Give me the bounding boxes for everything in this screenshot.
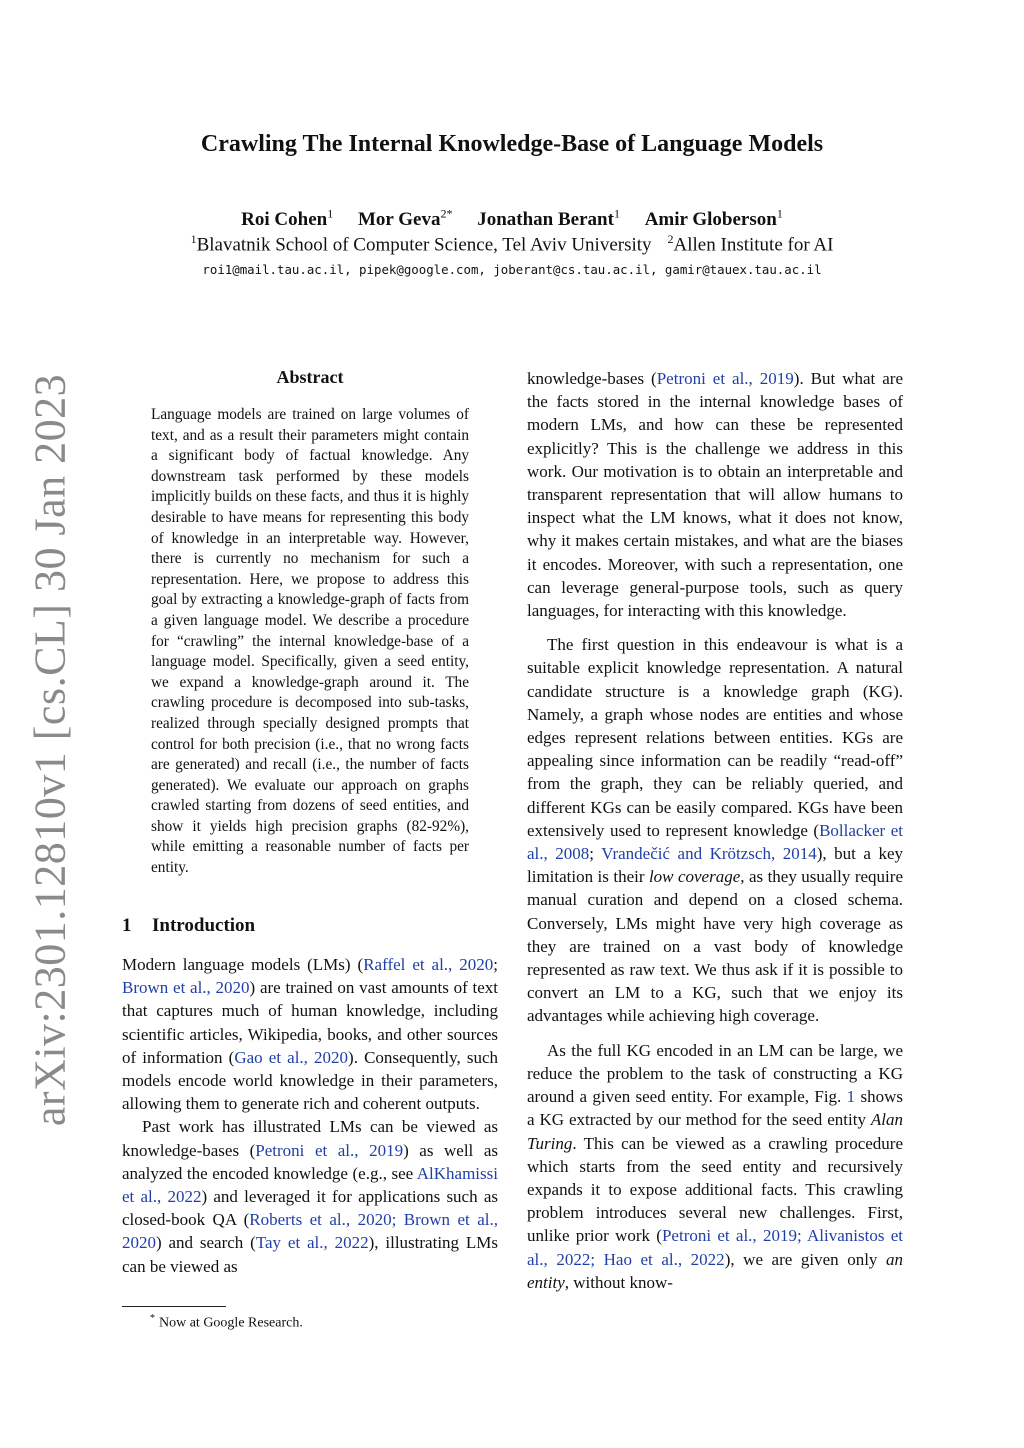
author-list: [0, 207, 1024, 231]
abstract-heading: Abstract: [276, 367, 344, 387]
citation-link[interactable]: Petroni et al., 2019; Alivanistos et al., 2022; Hao et al., 2022: [527, 1226, 903, 1269]
citation-link[interactable]: Bollacker et al., 2008: [527, 820, 903, 864]
citation-link[interactable]: Tay et al., 2022: [255, 1233, 369, 1253]
abstract-text: Language models are trained on large volumes of text, and as a result their parameters might contain a significant body of factual knowledge. Any downstream task performed by these models implicitly builds on these facts, and thus it is highly desirable to have means for representing this body of knowledge in an interpretable way. However, there is currently no mechanism for such a representation. Here, we propose to address this goal by extracting a knowledge-graph of facts from a given language model. We describe a procedure for “crawling” the internal knowledge-base of a language model. Specifically, given a seed entity, we expand a knowledge-graph around it. The crawling procedure is decomposed into sub-tasks, realized through specially designed prompts that control for both precision (i.e., that no wrong facts are generated) and recall (i.e., the number of facts generated). We evaluate our approach on graphs crawled starting from dozens of seed entities, and show it yields high precision graphs (82-92%), while emitting a reasonable number of facts per entity.: [151, 406, 469, 877]
citation-link[interactable]: Petroni et al., 2019: [255, 1140, 404, 1160]
author-name: Jonathan Berant$^1$: [477, 207, 620, 231]
footnote-divider: [122, 1306, 226, 1307]
right-column: [527, 367, 903, 1294]
figure-link[interactable]: 1: [846, 1087, 856, 1107]
author-emails: roi1@mail.tau.ac.il, pipek@google.com, joberant@cs.tau.ac.il, gamir@tauex.tau.ac.il: [202, 262, 822, 277]
citation-link[interactable]: Roberts et al., 2020; Brown et al., 2020: [122, 1210, 498, 1253]
citation-link[interactable]: Brown et al., 2020: [122, 978, 250, 998]
author-name: Roi Cohen$^1$: [241, 207, 334, 231]
citation-link[interactable]: Petroni et al., 2019: [656, 369, 794, 388]
affiliation: Blavatnik School of Computer Science, Tel Aviv University: [196, 234, 652, 256]
arxiv-identifier: arXiv:2301.12810v1 [cs.CL] 30 Jan 2023: [25, 373, 75, 1127]
author-name: Mor Geva$^{2*}$: [357, 207, 453, 231]
paragraph: Past work has illustrated LMs can be viewed as knowledge-bases (Petroni et al., 2019) as well as analyzed the encoded knowledge (e.g., see AlKhamissi et al., 2022) and leveraged it for applications such as closed-book QA (Roberts et al., 2020; Brown et al., 2020) and search (Tay et al., 2022), illustrating LMs can be viewed as: [122, 1117, 498, 1276]
citation-link[interactable]: Vrandečić and Krötzsch, 2014: [601, 844, 817, 864]
section-heading: 1 Introduction: [122, 915, 256, 936]
paper-title: Crawling The Internal Knowledge-Base of Language Models: [200, 131, 824, 157]
paragraph: As the full KG encoded in an LM can be large, we reduce the problem to the task of constructing a KG around a given seed entity. For example, Fig. 1 shows a KG extracted by our method for the seed entity Alan Turing. This can be viewed as a crawling procedure which starts from the seed entity and recursively expands it to expose additional facts. This crawling problem introduces several new challenges. First, unlike prior work (Petroni et al., 2019; Alivanistos et al., 2022; Hao et al., 2022), we are given only an entity, without know-: [527, 1040, 903, 1292]
citation-link[interactable]: AlKhamissi et al., 2022: [122, 1163, 498, 1207]
paragraph: knowledge-bases (Petroni et al., 2019). But what are the facts stored in the internal knowledge bases of modern LMs, and how can these be represented explicitly? This is the challenge we address in this work. Our motivation is to obtain an interpretable and transparent representation that will allow humans to inspect what the LM knows, what it does not know, why it makes certain mistakes, and what are the biases it encodes. Moreover, with such a representation, one can leverage general-purpose tools, such as query languages, for interacting with this knowledge.: [527, 369, 903, 621]
paragraph: The first question in this endeavour is what is a suitable explicit knowledge representation. A natural candidate structure is a knowledge graph (KG). Namely, a graph whose nodes are entities and whose edges represent relations between entities. KGs are appealing since information can be readily “read-off” from the graph, they can be reliably queried, and different KGs can be easily compared. KGs have been extensively used to represent knowledge (Bollacker et al., 2008; Vrandečić and Krötzsch, 2014), but a key limitation is their low coverage, as they usually require manual curation and depend on a closed schema. Conversely, LMs might have very high coverage as they are trained on a vast body of knowledge represented as raw text. We thus ask if it is possible to convert an LM to a KG, such that we enjoy its advantages while achieving high coverage.: [527, 635, 903, 1026]
citation-link[interactable]: Raffel et al., 2020: [363, 955, 494, 974]
paragraph: Modern language models (LMs) (Raffel et al., 2020; Brown et al., 2020) are trained on vast amounts of text that captures much of human knowledge, including scientific articles, Wikipedia, books, and other sources of information (Gao et al., 2020). Consequently, such models encode world knowledge in their parameters, allowing them to generate rich and coherent outputs.: [122, 955, 498, 1114]
footnote: * Now at Google Research.: [150, 1313, 303, 1331]
citation-link[interactable]: Gao et al., 2020: [234, 1047, 349, 1067]
left-column: [122, 953, 498, 1278]
affiliations: $^1$Blavatnik School of Computer Science, Tel Aviv University $^2$Allen Institute for AI: [190, 232, 834, 256]
affiliation: Allen Institute for AI: [673, 234, 834, 256]
author-name: Amir Globerson$^1$: [644, 207, 783, 231]
